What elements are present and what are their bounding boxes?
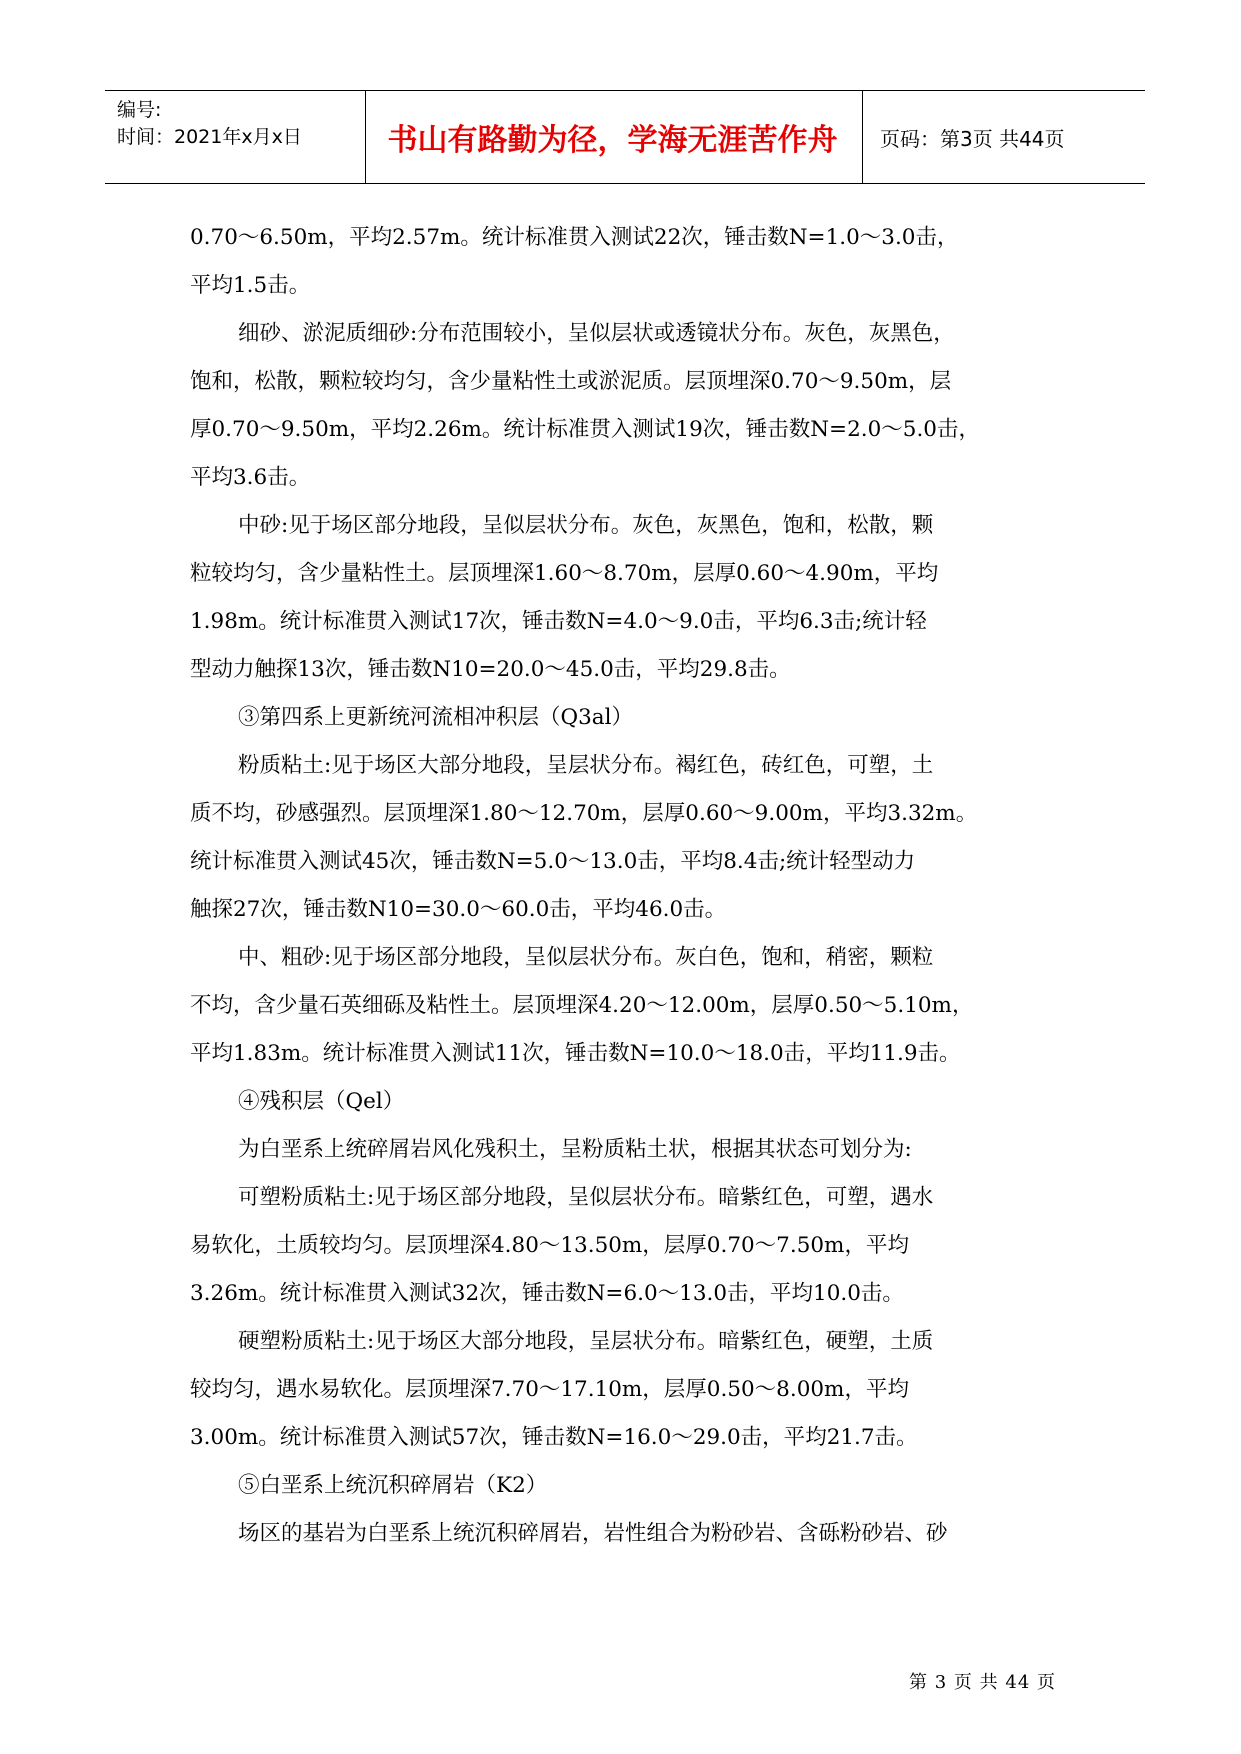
text-line: 厚0.70～9.50m，平均2.26m。统计标准贯入测试19次，锤击数N=2.0～5.0击， <box>190 417 980 442</box>
text-line: 不均，含少量石英细砾及粘性土。层顶埋深4.20～12.00m，层厚0.50～5.10m， <box>190 993 974 1018</box>
text-line: ④残积层（Qel） <box>238 1089 405 1114</box>
text-line: 粉质粘土:见于场区大部分地段，呈层状分布。褐红色，砖红色，可塑，土 <box>238 753 934 778</box>
text-line: 硬塑粉质粘土:见于场区大部分地段，呈层状分布。暗紫红色，硬塑，土质 <box>238 1329 934 1354</box>
text-line: 统计标准贯入测试45次，锤击数N=5.0～13.0击，平均8.4击;统计轻型动力 <box>190 849 916 874</box>
page-footer: 第 3 页 共 44 页 <box>909 1672 1056 1693</box>
text-line: 细砂、淤泥质细砂:分布范围较小，呈似层状或透镜状分布。灰色，灰黑色， <box>238 321 955 346</box>
text-line: 可塑粉质粘土:见于场区部分地段，呈似层状分布。暗紫红色，可塑，遇水 <box>238 1185 934 1210</box>
page-header <box>105 90 1145 184</box>
text-line: 3.26m。统计标准贯入测试32次，锤击数N=6.0～13.0击，平均10.0击。 <box>190 1281 904 1306</box>
text-line: 质不均，砂感强烈。层顶埋深1.80～12.70m，层厚0.60～9.00m，平均3.32m。 <box>190 801 978 826</box>
text-line: 较均匀，遇水易软化。层顶埋深7.70～17.10m，层厚0.50～8.00m，平均 <box>190 1377 909 1402</box>
text-line: 型动力触探13次，锤击数N10=20.0～45.0击，平均29.8击。 <box>190 657 791 682</box>
header-divider <box>365 91 366 183</box>
header-meta <box>117 91 365 183</box>
text-line: 0.70～6.50m，平均2.57m。统计标准贯入测试22次，锤击数N=1.0～3.0击， <box>190 225 959 250</box>
text-line: 1.98m。统计标准贯入测试17次，锤击数N=4.0～9.0击，平均6.3击;统计轻 <box>190 609 927 634</box>
text-line: 平均3.6击。 <box>190 465 311 490</box>
document-body <box>190 214 1070 1558</box>
text-line: 平均1.5击。 <box>190 273 311 298</box>
text-line: 平均1.83m。统计标准贯入测试11次，锤击数N=10.0～18.0击，平均11.9击。 <box>190 1041 961 1066</box>
text-line: 粒较均匀，含少量粘性土。层顶埋深1.60～8.70m，层厚0.60～4.90m，平均 <box>190 561 939 586</box>
text-line: 中、粗砂:见于场区部分地段，呈似层状分布。灰白色，饱和，稍密，颗粒 <box>238 945 934 970</box>
text-line: ⑤白垩系上统沉积碎屑岩（K2） <box>238 1473 548 1498</box>
text-line: 易软化，土质较均匀。层顶埋深4.80～13.50m，层厚0.70～7.50m，平均 <box>190 1233 909 1258</box>
text-line: 为白垩系上统碎屑岩风化残积土，呈粉质粘土状，根据其状态可划分为: <box>238 1137 912 1162</box>
header-motto: 书山有路勤为径，学海无涯苦作舟 <box>387 123 838 158</box>
text-line: 触探27次，锤击数N10=30.0～60.0击，平均46.0击。 <box>190 897 727 922</box>
text-line: 场区的基岩为白垩系上统沉积碎屑岩，岩性组合为粉砂岩、含砾粉砂岩、砂 <box>238 1521 948 1546</box>
text-line: 3.00m。统计标准贯入测试57次，锤击数N=16.0～29.0击，平均21.7击。 <box>190 1425 918 1450</box>
document-time-label: 时间：2021年x月x日 <box>117 126 302 148</box>
document-number-label: 编号: <box>117 99 162 121</box>
header-divider <box>862 91 863 183</box>
text-line: 饱和，松散，颗粒较均匀，含少量粘性土或淤泥质。层顶埋深0.70～9.50m，层 <box>190 369 952 394</box>
header-page-number: 页码：第3页 共44页 <box>880 126 1065 151</box>
text-line: ③第四系上更新统河流相冲积层（Q3al） <box>238 705 634 730</box>
text-line: 中砂:见于场区部分地段，呈似层状分布。灰色，灰黑色，饱和，松散，颗 <box>238 513 934 538</box>
